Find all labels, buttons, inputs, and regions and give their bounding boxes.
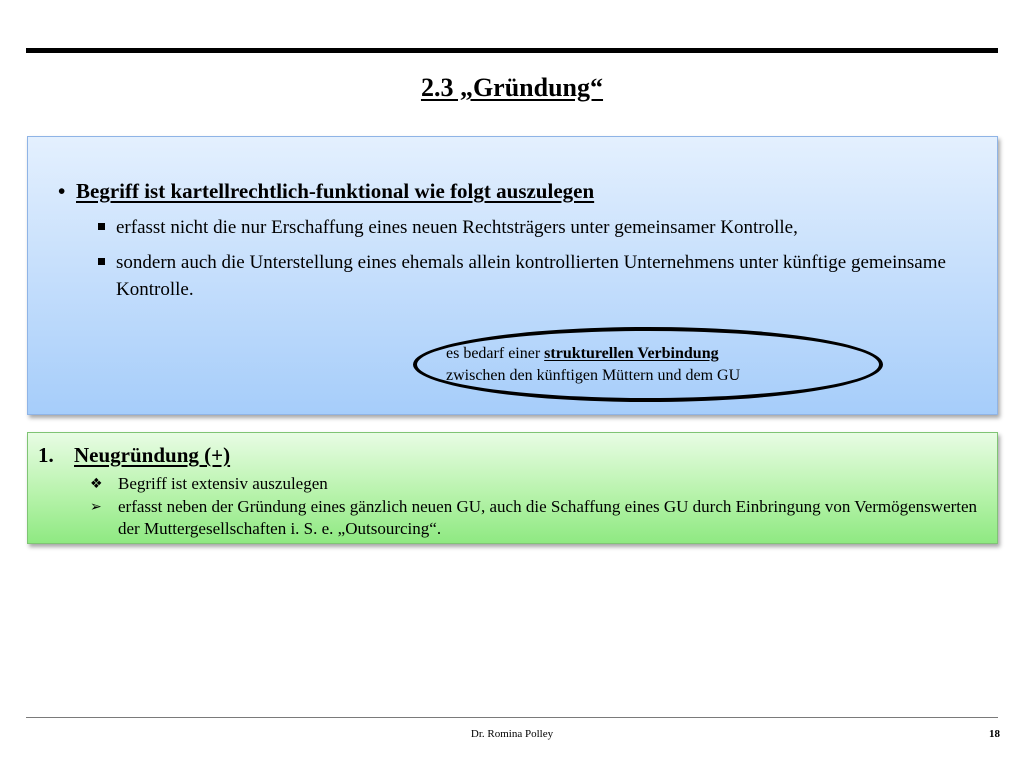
slide-title — [0, 70, 1024, 106]
definition-item — [98, 214, 988, 241]
bottom-divider — [26, 717, 998, 718]
new-founding-item — [90, 473, 328, 495]
new-founding-heading — [38, 441, 230, 469]
definition-box — [27, 136, 998, 415]
callout-prefix: es bedarf einer — [446, 345, 545, 362]
new-founding-item — [90, 496, 990, 540]
definition-heading-text: Begriff ist kartellrechtlich-funktional wie folgt auszulegen — [76, 179, 595, 203]
new-founding-item-text: erfasst neben der Gründung eines gänzlich neuen GU, auch die Schaffung eines GU durch Einbringung von Vermögenswerten der Muttergesellschaften i. S. e. „Outsourcing“. — [118, 497, 978, 538]
square-bullet-icon — [98, 258, 105, 265]
bullet-icon: • — [58, 179, 66, 203]
callout-line2: zwischen den künftigen Müttern und dem GU — [446, 367, 741, 384]
definition-item-text: sondern auch die Unterstellung eines ehemals allein kontrollierten Unternehmens unter künftige gemeinsame Kontrolle. — [116, 252, 946, 300]
arrow-bullet-icon: ➢ — [90, 499, 102, 515]
callout-text — [446, 343, 740, 387]
callout-emphasis: strukturellen Verbindung — [544, 345, 719, 362]
diamond-bullet-icon: ❖ — [90, 476, 103, 492]
new-founding-item-text: Begriff ist extensiv auszulegen — [118, 474, 328, 493]
new-founding-box — [27, 432, 998, 544]
slide-title-text: 2.3 „Gründung“ — [420, 73, 604, 102]
definition-item-text: erfasst nicht die nur Erschaffung eines neuen Rechtsträgers unter gemeinsamer Kontrolle, — [116, 217, 798, 238]
definition-item — [98, 249, 996, 303]
square-bullet-icon — [98, 223, 105, 230]
page-number: 18 — [989, 728, 1000, 740]
definition-heading — [58, 177, 594, 205]
new-founding-heading-text: Neugründung (+) — [74, 443, 231, 467]
footer-author: Dr. Romina Polley — [470, 728, 554, 740]
list-number: 1. — [38, 443, 54, 467]
top-divider — [26, 48, 998, 53]
